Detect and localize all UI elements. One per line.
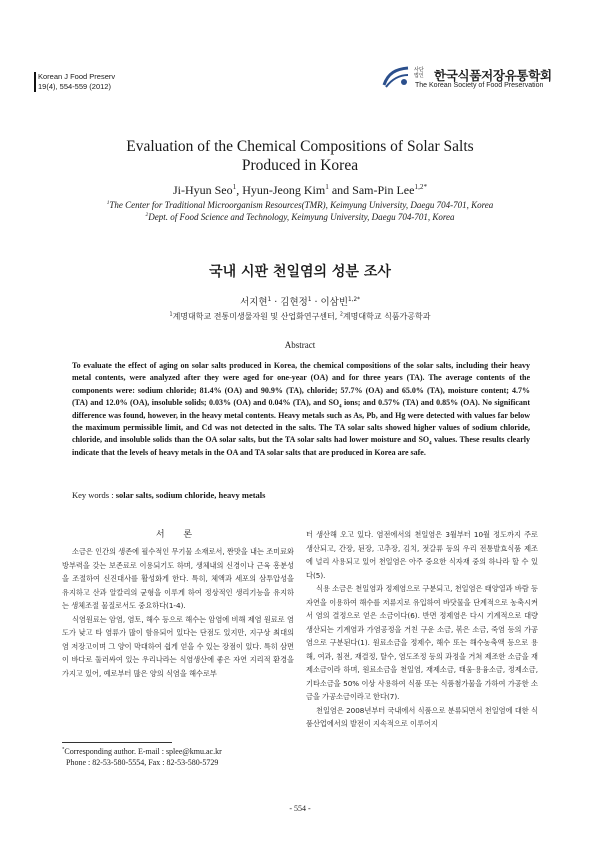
body-column-right: [306, 528, 538, 731]
korean-affil-sup: 1: [169, 312, 173, 318]
abstract-body: [72, 360, 530, 459]
keywords: [72, 490, 530, 500]
korean-title: 국내 시판 천일염의 성분 조사: [209, 264, 391, 280]
affiliation-2: [40, 212, 560, 222]
paragraph: 식염원료는 암염, 염토, 해수 등으로 해수는 암염에 비해 제염 원료로 염도가 낮고 타 염류가 많이 함유되어 있다는 단점도 있지만, 지구상 최대의 염 저장고이며 그 양이 막대하여 쉽게 얻을 수 있는 장점이 있다. 특히 삼면이 바다로 둘러싸여 있는 우리나라는 식염생산에 좋은 자연 지리적 환경을 가지고 있어, 예로부터 많은 양의 식염을 해수로부: [62, 614, 294, 678]
title-line-1: Evaluation of the Chemical Compositions of Solar Salts: [126, 138, 474, 155]
footnote-rule: [62, 742, 172, 743]
abstract-text: To evaluate the effect of aging on solar salts produced in Korea, the chemical compositions of the solar salts, including their heavy metal contents, were analyzed after they were aged for one-year (OA) and for three years (TA). The average contents of the components were: sodium chloride; 81.4% (OA) and 90.9% (TA), chloride; 57.7% (OA) and 65.0% (TA), moisture content; 4.7% (TA) and 12.0% (OA), insoluble solids; 0.03% (OA) and 0.04% (TA), and SO: [72, 361, 530, 408]
affiliation-sup: 1: [106, 200, 110, 206]
paragraph: 식용 소금은 천일염과 정제염으로 구분되고, 천일염은 태양열과 바람 등 자연을 이용하여 해수를 저류지로 유입하여 바닷물을 단계적으로 농축시켜서 염의 결정으로 얻은 소금이다(6). 반면 정제염은 다시 기계적으로 대량생산되는 기계염과 가염공정을 거친 구운 소금, 볶은 소금, 죽염 등의 가공염으로 구분된다(1). 원료소금을 정제수, 해수 또는 해수농축액 등으로 용해, 여과, 침전, 재결정, 탈수, 염도조정 등의 과정을 거쳐 제조한 소금을 재제소금이라 하며, 원료소금을 천일염, 재제소금, 태움·용융소금, 정제소금, 기타소금을 50% 이상 사용하여 식품 또는 식품첨가물을 가하여 가공한 소금을 가공소금이라고 한다(7).: [306, 584, 538, 701]
korean-affil-2: 계명대학교 식품가공학과: [342, 312, 431, 321]
author-name: Ji-Hyun Seo: [172, 183, 233, 197]
footnote-line-2: Phone : 82-53-580-5554, Fax : 82-53-580-5729: [66, 758, 219, 767]
journal-volume: 19(4), 554-559 (2012): [38, 82, 111, 91]
paper-title: [60, 137, 540, 175]
society-name-en: The Korean Society of Food Preservation: [415, 82, 544, 89]
author-sup: 1: [325, 183, 329, 191]
paragraph: 천일염은 2008년부터 국내에서 식품으로 분류되면서 천일염에 대한 식품산업에서의 발전이 지속적으로 이루어지: [306, 705, 538, 728]
author-separator: ,: [236, 183, 243, 197]
korean-author-sup: 1: [307, 296, 312, 303]
korean-affil-sup: 2: [339, 312, 343, 318]
abstract-subscript: 4: [429, 442, 432, 448]
abstract-heading: Abstract: [284, 340, 316, 350]
section-heading: 서 론: [155, 530, 201, 540]
affiliation-1: [40, 200, 560, 210]
journal-info: [38, 72, 115, 92]
korean-affiliations: [40, 311, 560, 322]
korean-author: 서지현: [240, 297, 268, 308]
paragraph: 소금은 인간의 생존에 필수적인 무기물 소재로서, 짠맛을 내는 조미료와 방부력을 갖는 보존료로 이용되기도 하며, 생체내의 신경이나 근육 흥분성을 조절하여 신진대사를 활성화게 한다. 특히, 체액과 세포의 삼투압성을 유지하고 산과 알칼리의 균형을 이루게 하여 정상적인 생리기능을 유지하는 생체조절 물질로서도 중요하다(1-4).: [62, 547, 294, 610]
society-tag: 사단법인: [414, 67, 424, 79]
keywords-label: Key words: [72, 490, 110, 500]
author-list: [60, 183, 540, 198]
society-emblem-icon: [382, 65, 410, 89]
korean-author-separator: ·: [311, 297, 321, 308]
footnote: [62, 746, 222, 768]
author-sup: 1,2*: [414, 183, 428, 191]
korean-affil-1: 계명대학교 전통미생물자원 및 산업화연구센터,: [172, 312, 340, 321]
affiliation-text: The Center for Traditional Microorganism Resources(TMR), Keimyung University, Daegu 704-701, Korea: [109, 200, 494, 210]
keywords-text: solar salts, sodium chloride, heavy metals: [115, 490, 266, 500]
author-name: Sam-Pin Lee: [352, 183, 415, 197]
body-column-left: [62, 545, 294, 680]
affiliation-text: Dept. of Food Science and Technology, Keimyung University, Daegu 704-701, Korea: [148, 212, 455, 222]
keywords-separator: :: [109, 490, 116, 500]
journal-bar: [34, 72, 36, 92]
author-name: Hyun-Jeong Kim: [242, 183, 326, 197]
korean-author: 이삼빈: [320, 297, 349, 308]
korean-author-sup: 1,2*: [348, 296, 360, 303]
page-number: - 554 -: [289, 804, 311, 813]
society-name-ko: 한국식품저장유통학회: [434, 68, 552, 83]
abstract-text: ions; and 0.57% (TA) and 0.85% (OA). No significant difference was found, however, in the heavy metal contents. Heavy metals such as As, Pb, and Hg were detected with values far below the maximum permissible limit, and Cd was not detected in the salts. The TA solar salts showed higher values of sodium chloride, chloride, and insoluble solids than the OA solar salts, but the TA solar salts had lower moisture and SO: [72, 398, 530, 445]
korean-author-list: [60, 294, 540, 308]
society-logo: [382, 65, 572, 95]
abstract-subscript: 4: [339, 404, 342, 410]
footnote-line-1: Corresponding author. E-mail : splee@kmu.ac.kr: [64, 747, 222, 756]
journal-name: Korean J Food Preserv: [38, 72, 116, 81]
affiliation-sup: 2: [145, 212, 149, 218]
author-sup: 1: [232, 183, 237, 191]
author-and: and: [328, 183, 353, 197]
footnote-mark: *: [62, 747, 65, 753]
title-line-2: Produced in Korea: [241, 157, 359, 174]
paragraph: 터 생산해 오고 있다. 염전에서의 천일염은 3월부터 10월 정도까지 주로 생산되고, 간장, 된장, 고추장, 김치, 젓갈류 등의 우리 전통발효식품 제조에 널리 사용되고 있어 천일염은 아주 중요한 식자재 중의 하나라 할 수 있다(5).: [306, 530, 538, 580]
korean-author: 김현정: [280, 297, 308, 308]
korean-author-sup: 1: [267, 296, 272, 303]
abstract-text: values. These results clearly indicate that the levels of heavy metals in the OA and TA solar salts that are produced in Korea are safe.: [72, 435, 530, 457]
korean-author-separator: ·: [271, 297, 281, 308]
